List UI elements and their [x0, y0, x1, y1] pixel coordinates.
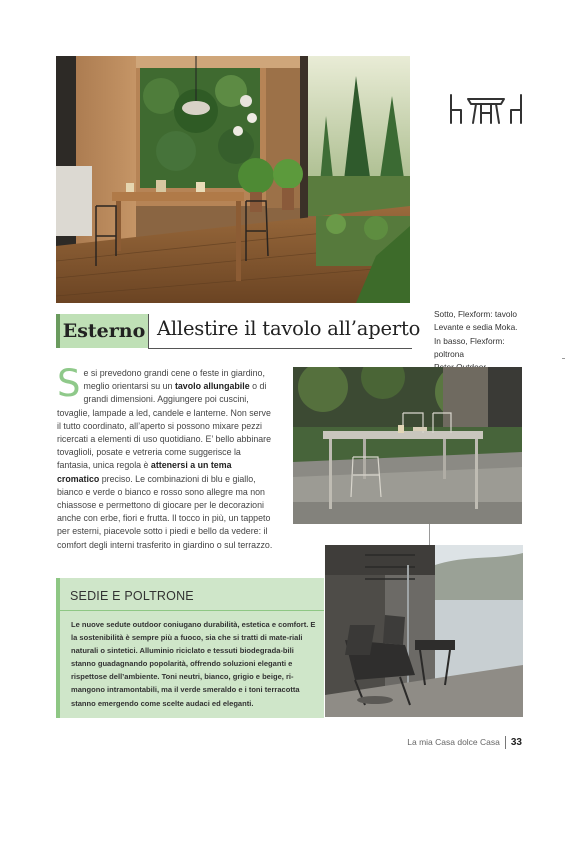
photo-caption [434, 308, 534, 374]
article-title-bar [56, 314, 421, 350]
hero-photo-veranda [56, 56, 410, 303]
title-separator [148, 314, 149, 348]
title-underline [148, 348, 412, 349]
footer-separator [505, 736, 506, 749]
article-headline: Allestire il tavolo all’aperto [157, 317, 421, 340]
body-text-1: e si prevedono grandi cene o feste in giardino, meglio orientarsi su un [83, 368, 265, 392]
magazine-name: La mia Casa dolce Casa [407, 737, 500, 747]
highlight-tavolo-allungabile: tavolo allungabile [174, 381, 250, 392]
article-body [57, 362, 274, 552]
table-and-chairs-icon [448, 93, 524, 125]
photo-outdoor-table [293, 367, 522, 524]
box-divider [60, 610, 324, 611]
box-title: SEDIE E POLTRONE [70, 589, 194, 603]
highlight-tema-cromatico: attenersi a un tema cromatico [57, 460, 232, 484]
page-footer [407, 735, 522, 749]
margin-tick [562, 358, 565, 359]
drop-cap: S [57, 362, 81, 405]
body-text-3: preciso. Le combinazioni di blu e giallo, bianco e verde o bianco e rosso sono allegre ma non chiassose e permettono di giocare per le decorazioni anche con erbe, fiori e frutta. Il tocco in più, un tappeto per esterni, piacevole sotto i piedi e bello da vedere: il comfort degli interni trasferito in giardino o sul terrazzo. [57, 473, 273, 550]
body-text-2: o di grandi dimensioni. Aggiungere poi cuscini, tovaglie, lampade a led, candele e lanterne. Non serve il tutto coordinato, all’aperto si possono mixare pezzi ricercati a elementi di uso quotidiano. E’ bello abbinare tovaglioli, posate e vetreria come suggerisce la fantasia, unica regola è [57, 381, 272, 471]
photo-outdoor-armchair [325, 545, 523, 717]
sidebar-box-sedie-poltrone [56, 578, 324, 718]
caption-text: Sotto, Flexform: tavolo Levante e sedia Moka. In basso, Flexform: poltrona [434, 309, 518, 359]
box-text: Le nuove sedute outdoor coniugano durabilità, estetica e comfort. E la sostenibilità è sempre più a fuoco, sia che si tratti di mate-riali naturali o sintetici. Alluminio riciclato e tessuti biodegrada-bili stanno guadagnando popolarità, offrendo soluzioni eleganti e rispettose dell’ambiente. Toni neutri, bianco, grigio e beige, ri-mangono intramontabili, ma il verde smeraldo e i toni terracotta stanno emergendo come scelte audaci ed eleganti. [71, 620, 316, 708]
section-tag: Esterno [56, 314, 148, 348]
page-number: 33 [510, 736, 522, 748]
